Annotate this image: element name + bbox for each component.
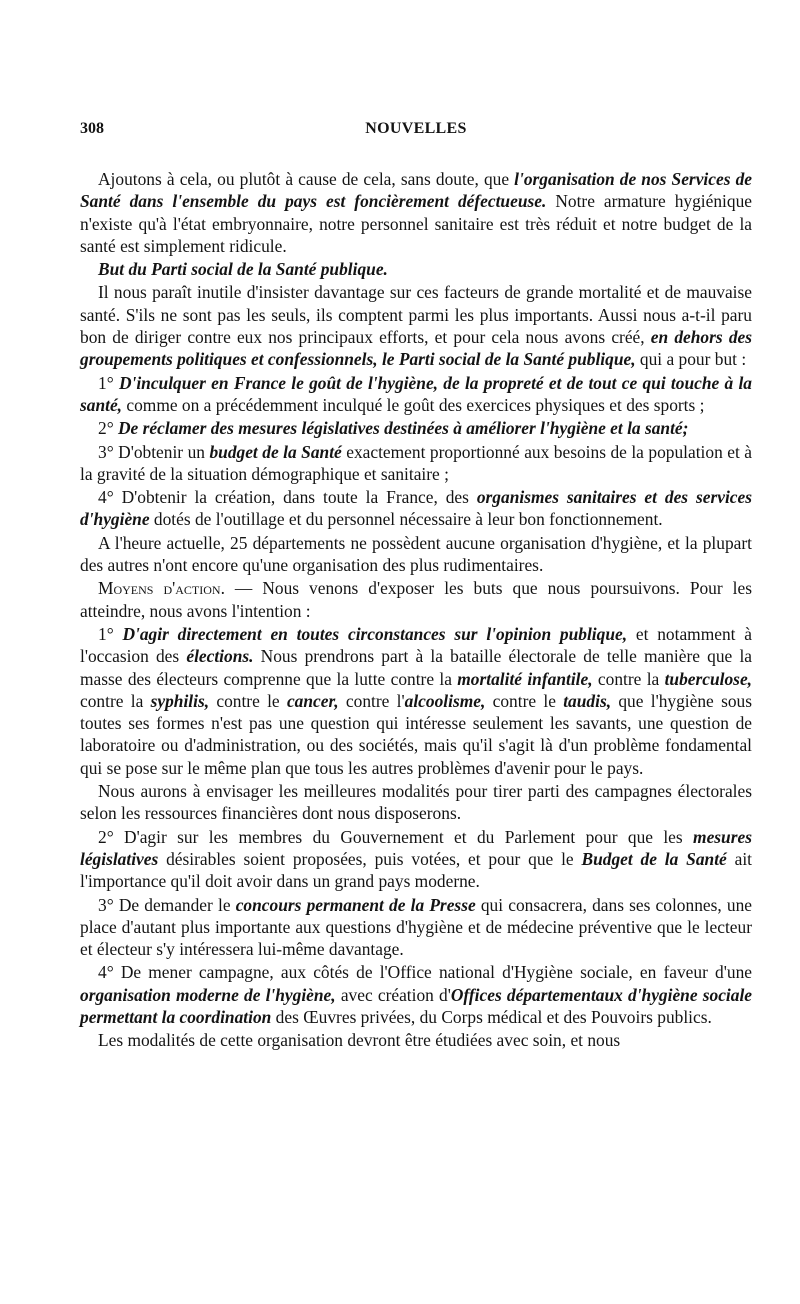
text-run: 1° [98,623,123,644]
text-run: exactement proportionné aux besoins de la population et à la gravité de la situation démographique et sanitaire ; [80,441,752,484]
emphasis: cancer, [286,690,339,711]
running-title: NOUVELLES [365,120,467,137]
list-item [80,623,752,779]
text-run: contre l' [338,690,405,711]
text-run: contre le [485,690,564,711]
section-subtitle [80,258,752,280]
emphasis: budget de la Santé [209,441,342,462]
text-run: 2° D'agir sur les membres du Gouvernement et du Parlement pour que les [98,826,694,847]
emphasis: organisation moderne de l'hygiène, [80,984,336,1005]
paragraph [80,577,752,622]
text-run: 4° D'obtenir la création, dans toute la France, des [98,487,477,508]
paragraph [80,1029,752,1051]
list-item [80,417,752,439]
emphasis: But du Parti social de la Santé publique. [98,259,388,280]
emphasis: taudis, [563,690,612,711]
section-label: Moyens d'action. [98,578,225,599]
text-run: 3° De demander le [98,894,236,915]
text-run: et notamment à l'occasion des [80,623,752,667]
paragraph [80,780,752,825]
list-item [80,441,752,486]
emphasis: élections. [186,646,254,667]
text-run: dotés de l'outillage et du personnel nécessaire à leur bon fonctionnement. [149,509,663,530]
list-item [80,826,752,893]
paragraph [80,168,752,257]
text-run: qui a pour but : [635,349,747,370]
emphasis: mortalité infantile, [457,668,593,689]
text-run: que l'hygiène sous toutes ses formes n'est pas une question qui intéresse seulement les savants, une question de laboratoire ou d'administration, ou des sociétés, mais qu'il s'agit là d'un problème fondamental qui se pose sur le même plan que tous les autres problèmes d'avenir pour le pays. [80,690,752,778]
text-run: 1° [98,372,119,393]
emphasis: syphilis, [150,690,210,711]
page-number: 308 [80,120,104,137]
list-item [80,961,752,1028]
text-run: contre la [592,668,665,689]
emphasis: D'agir directement en toutes circonstances sur l'opinion publique, [122,623,628,644]
list-item [80,486,752,531]
text-run: avec création d' [335,984,451,1005]
text-run: Nous prendrons part à la bataille électorale de telle manière que la masse des électeurs comprenne que la lutte contre la [80,646,752,689]
text-run: ait l'importance qu'il doit avoir dans un grand pays moderne. [80,848,752,892]
text-run: qui consacrera, dans ses colonnes, une place d'autant plus importante aux questions d'hygiène et de médecine préventive que le lecteur et électeur s'y intéressera lui-même davantage. [80,894,752,960]
emphasis: l'organisation de nos Services de Santé dans l'ensemble du pays est foncièrement défectueuse. [80,169,752,212]
emphasis: Budget de la Santé [581,848,727,869]
text-run: comme on a précédemment inculqué le goût des exercices physiques et des sports ; [122,394,705,415]
body-text [80,168,752,1052]
text-run: 4° De mener campagne, aux côtés de l'Office national d'Hygiène sociale, en faveur d'une [98,962,752,983]
list-item [80,372,752,417]
emphasis: concours permanent de la Presse [235,894,476,915]
text-run: Il nous paraît inutile d'insister davantage sur ces facteurs de grande mortalité et de mauvaise santé. S'ils ne sont pas les seuls, ils comptent parmi les plus importants. Aussi nous a-t-il paru bon de diriger contre eux nos principaux efforts, et pour cela nous avons créé, [80,282,752,348]
text-run: — Nous venons d'exposer les buts que nous poursuivons. Pour les atteindre, nous avons l'intention : [80,578,752,621]
emphasis: De réclamer des mesures législatives destinées à améliorer l'hygiène et la santé; [118,418,689,439]
text-run: des Œuvres privées, du Corps médical et des Pouvoirs publics. [271,1006,712,1027]
text-run: désirables soient proposées, puis votées, et pour que le [158,848,582,869]
list-item [80,894,752,961]
emphasis: alcoolisme, [404,690,486,711]
paragraph [80,532,752,577]
page-header [80,118,752,140]
text-run: Ajoutons à cela, ou plutôt à cause de cela, sans doute, que [98,169,515,189]
emphasis: organismes sanitaires et des services d'hygiène [80,487,752,530]
emphasis: en dehors des groupements politiques et confessionnels, le Parti social de la Santé publique, [80,327,752,370]
emphasis: mesures législatives [80,826,752,869]
text-run: Les modalités de cette organisation devront être étudiées avec soin, et nous [98,1030,621,1051]
paragraph [80,281,752,370]
emphasis: D'inculquer en France le goût de l'hygiène, de la propreté et de tout ce qui touche à la santé, [80,372,753,415]
text-run: contre le [209,690,287,711]
text-run: Nous aurons à envisager les meilleures modalités pour tirer parti des campagnes électorales selon les ressources financières dont nous disposerons. [80,781,752,824]
text-run: contre la [80,690,151,711]
text-run: 2° [98,418,118,439]
text-run: A l'heure actuelle, 25 départements ne possèdent aucune organisation d'hygiène, et la plupart des autres n'ont encore qu'une organisation des plus rudimentaires. [80,532,752,576]
text-run: Notre armature hygiénique n'existe qu'à l'état embryonnaire, notre personnel sanitaire est très réduit et notre budget de la santé est simplement ridicule. [80,191,752,256]
document-page [80,118,752,1052]
text-run: 3° D'obtenir un [98,441,210,462]
emphasis: tuberculose, [664,668,753,689]
emphasis: Offices départementaux d'hygiène sociale permettant la coordination [80,984,752,1027]
